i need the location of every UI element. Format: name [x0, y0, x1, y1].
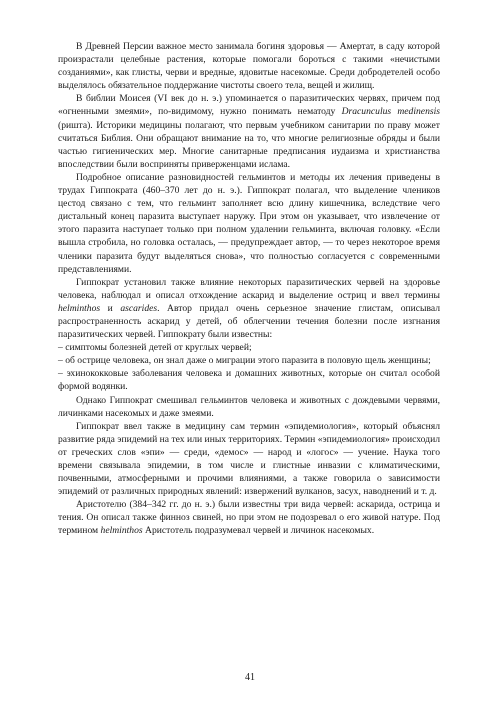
paragraph-hippocrates-confusion: Однако Гиппократ смешивал гельминтов человека и животных с дождевыми червями, личинками насекомых и даже змеями.: [58, 394, 440, 419]
paragraph-hippocrates-description: Подробное описание разновидностей гельминтов и методы их лечения приведены в трудах Гиппократа (460–370 лет до н. э.). Гиппократ полагал, что выделение члеников цестод связано с тем, что гельминт заполняет всю длину кишечника, вследствие чего дистальный конец паразита выступает наружу. При этом он указывает, что извлечение от этого паразита наступает только при полном удалении гельминта, включая головку. «Если вышла стробила, но головка осталась, — предупреждает автор, — то через некоторое время членики паразита будут выделяться снова», что полностью согласуется с современными представлениями.: [58, 171, 440, 275]
list-item-pinworm: – об острице человека, он знал даже о миграции этого паразита в половую щель женщины;: [58, 355, 431, 367]
page-number: 41: [245, 672, 255, 683]
paragraph-bible: В библии Моисея (VI век до н. э.) упоминается о паразитических червях, причем под «огненными змеями», по-видимому, нужно понимать нематоду Dracunculus medinensis (ришта). Историки медицины полагают, что первым учебником санитарии по праву может считаться Библия. Они обращают внимание на то, что многие религиозные обряды и были частью гигиенических мер. Многие санитарные предписания иудаизма и христианства впоследствии были восприняты приверженцами ислама.: [58, 93, 440, 170]
paragraph-persia: В Древней Персии важное место занимала богиня здоровья — Амертат, в саду которой произрастали целебные растения, которые помогали бороться с такими «нечистыми созданиями», как глисты, черви и вредные, ядовитые насекомые. Среди добродетелей особо выделялось обязательное поддержание чистоты своего тела, вещей и жилищ.: [58, 41, 440, 92]
paragraph-aristotle: Аристотелю (384–342 гг. до н. э.) были известны три вида червей: аскарида, острица и тения. Он описал также финноз свиней, но при этом не подозревал о его живой натуре. Под термином helminthos Аристотель подразумевал червей и личинок насекомых.: [58, 499, 440, 537]
list-item-symptoms: – симптомы болезней детей от круглых червей;: [58, 342, 252, 354]
paragraph-hippocrates-influence: Гиппократ установил также влияние некоторых паразитических червей на здоровье человека, наблюдал и описал отхождение аскарид и выделение остриц и ввел термины helminthos и ascarides. Автор придал очень серьезное значение глистам, описывал распространенность аскарид у детей, об облегчении течения болезни после изгнания паразитических червей. Гиппократу были известны:: [58, 276, 441, 341]
list-item-echinococcosis: – эхинококковые заболевания человека и домашних животных, которые он считал особой формой водянки.: [58, 368, 440, 393]
paragraph-epidemiology: Гиппократ ввел также в медицину сам термин «эпидемиология», который объяснял развитие ряда эпидемий на тех или иных территориях. Термин «эпидемиология» происходил от греческих слов «эпи» — среди, «демос» — народ и «логос» — учение. Наука того времени связывала эпидемии, в том числе и глистные инвазии с климатическими, почвенными, атмосферными и прочими влияниями, а также говорила о зависимости эпидемий от различных природных явлений: извержений вулканов, засух, наводнений и т. д.: [58, 420, 440, 498]
